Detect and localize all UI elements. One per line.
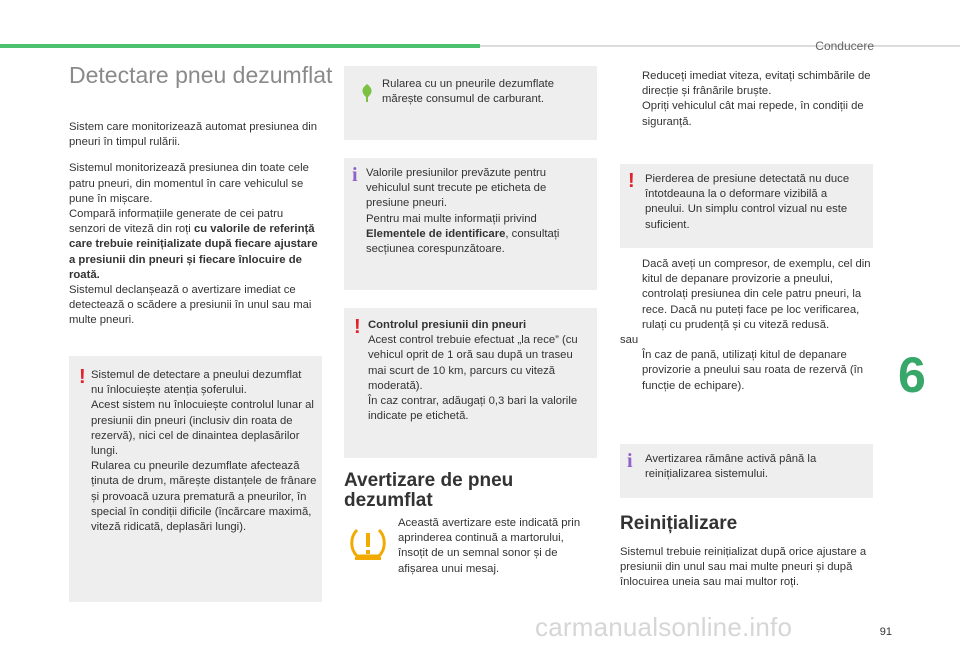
eco-box-text: Rularea cu un pneurile dezumflate mărește consumul de carburant. (382, 78, 555, 106)
list-item: Reduceți imediat viteza, evitați schimbările de direcție și frânările bruște. (642, 70, 871, 98)
eco-box (344, 66, 597, 140)
alert-description: Această avertizare este indicată prin aprinderea continuă a martorului, însoțit de un semnal sonor și de afișarea unui mesaj. (398, 517, 581, 575)
tyre-pressure-warning-icon (348, 523, 388, 563)
list-item: Dacă aveți un compresor, de exemplu, cel din kitul de depanare provizorie a pneului, controlați presiunea din cele patru pneuri, la rece. Dacă nu puteți face pe loc verificarea, rulați cu prudență și cu viteză redusă. (642, 258, 871, 331)
warning-box-text: Sistemul de detectare a pneului dezumflat nu înlocuiește atenția șoferului. Acest sistem nu înlocuiește controlul lunar al presiunii din pneuri (inclusiv din roata de rezervă), nici cel de dinaintea deplasărilor lungi. Rularea cu pneurile dezumflate afectează ținuta de drum, mărește distanțele de frânare și provoacă uzura prematură a pneurilor, în special în condiții dificile (încărcare maximă, viteză ridicată, deplasări lungi). (91, 369, 317, 534)
list-item: Opriți vehiculul cât mai repede, în condiții de siguranță. (642, 100, 864, 128)
monitoring-paragraph: Sistemul monitorizează presiunea din toate cele patru pneuri, din momentul în care vehiculul se pune în mișcare. (69, 162, 309, 205)
header-rule (480, 45, 960, 47)
info-icon: i (352, 164, 358, 186)
heading-deflation-warning: Avertizare de pneu dezumflat (344, 470, 514, 511)
or-label: sau (620, 334, 639, 347)
list-item: În caz de pană, utilizați kitul de depanare provizorie a pneului sau roata de rezervă (în funcție de echipare). (642, 349, 864, 392)
section-title: Conducere (815, 39, 874, 53)
warning-box-driver-attention (69, 356, 322, 602)
actions-list (620, 69, 872, 130)
page-number: 91 (879, 626, 892, 638)
info-box-tyre-label (344, 158, 597, 290)
watermark: carmanualsonline.info (535, 612, 793, 642)
info-box-reset (620, 444, 873, 498)
warning-exclamation-icon: ! (628, 170, 635, 192)
eco-leaf-icon (356, 82, 378, 104)
compressor-list (620, 257, 874, 394)
page-title: Detectare pneu dezumflat (69, 62, 333, 88)
comparison-paragraph: Compară informațiile generate de cei patru senzori de viteză din roți cu valorile de referință care trebuie reinițializate după fiecare ajustare a presiunii din pneuri și fiecare înlocuire de roată. (69, 208, 318, 281)
warning-exclamation-icon: ! (354, 316, 361, 338)
column-1 (69, 120, 319, 340)
warning-box-pressure-check (344, 308, 597, 458)
info-box-text: Valorile presiunilor prevăzute pentru vehiculul sunt trecute pe eticheta de presiune pneuri. Pentru mai multe informații privind Elementele de identificare, consultați secțiunea corespunzătoare. (366, 167, 560, 256)
info-icon: i (627, 450, 633, 472)
warning-box-visual-check (620, 164, 873, 248)
info-box-reset-text: Avertizarea rămâne activă până la reinițializarea sistemului. (645, 453, 817, 481)
pressure-check-text: Controlul presiunii din pneuri Acest control trebuie efectuat „la rece” (cu vehicul oprit de 1 oră sau după un traseu mai scurt de 10 km, parcurs cu viteză moderată). În caz contrar, adăugați 0,3 bari la valorile indicate pe etichetă. (368, 319, 578, 423)
intro-paragraph: Sistem care monitorizează automat presiunea din pneuri în timpul rulării. (69, 121, 318, 149)
heading-reset: Reinițializare (620, 513, 738, 534)
visual-check-text: Pierderea de presiune detectată nu duce întotdeauna la o deformare vizibilă a pneului. Un simplu control vizual nu este suficient. (645, 173, 850, 231)
reset-description: Sistemul trebuie reinițializat după orice ajustare a presiunii din unul sau mai multe pneuri și după înlocuirea uneia sau mai multor roți. (620, 546, 867, 589)
chapter-number: 6 (898, 347, 926, 403)
warning-exclamation-icon: ! (79, 366, 86, 388)
header-accent-bar (0, 44, 480, 48)
alert-paragraph: Sistemul declanșează o avertizare imediat ce detectează o scădere a presiunii în unul sau mai multe pneuri. (69, 284, 312, 327)
